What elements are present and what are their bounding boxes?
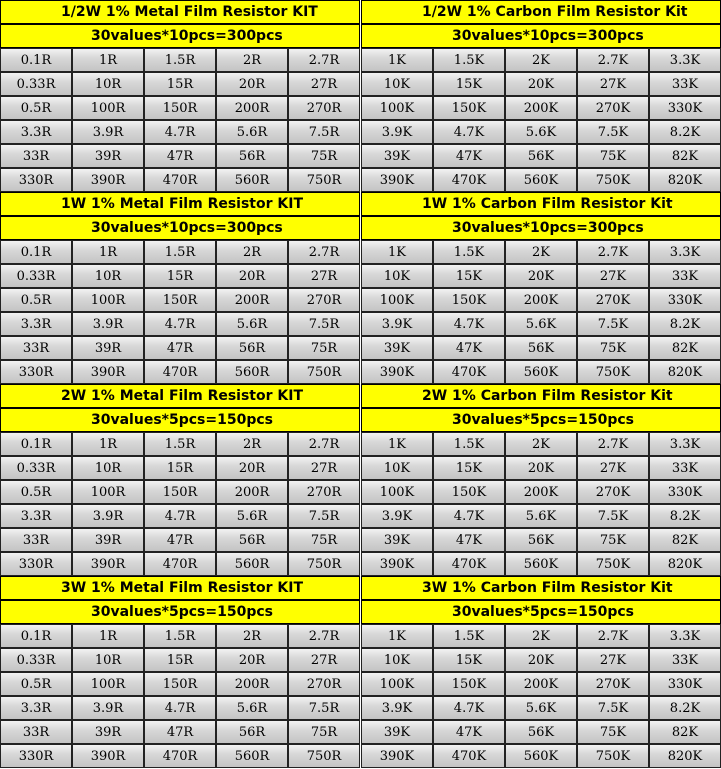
kit-title: [361, 384, 721, 408]
resistor-value-cell: 3.9R: [72, 312, 144, 336]
resistor-value-cell: 150R: [144, 288, 216, 312]
resistor-value-cell: 2K: [505, 48, 577, 72]
value-grid: [0, 240, 360, 384]
kit-title-text: 3W 1% Carbon Film Resistor Kit: [422, 580, 673, 596]
resistor-value-cell: 100K: [361, 480, 433, 504]
resistor-value-cell: 560R: [216, 552, 288, 576]
resistor-value-cell: 3.9K: [361, 120, 433, 144]
kit-count: [0, 24, 360, 48]
resistor-value-cell: 1R: [72, 48, 144, 72]
resistor-value-cell: 100R: [72, 672, 144, 696]
resistor-value-cell: 20K: [505, 648, 577, 672]
resistor-value-cell: 15R: [144, 456, 216, 480]
kit-count: [361, 408, 721, 432]
resistor-value-cell: 20R: [216, 456, 288, 480]
resistor-value-cell: 270R: [288, 96, 360, 120]
value-grid: [361, 240, 721, 384]
kit-title-text: 1/2W 1% Metal Film Resistor KIT: [61, 4, 318, 20]
resistor-value-cell: 4.7R: [144, 120, 216, 144]
resistor-value-cell: 330R: [0, 168, 72, 192]
resistor-value-cell: 2K: [505, 624, 577, 648]
resistor-value-cell: 3.3K: [649, 48, 721, 72]
resistor-value-cell: 56K: [505, 144, 577, 168]
resistor-value-cell: 1.5R: [144, 432, 216, 456]
kit-panel-right: [361, 192, 721, 384]
resistor-value-cell: 4.7R: [144, 696, 216, 720]
resistor-value-cell: 820K: [649, 360, 721, 384]
resistor-value-cell: 20R: [216, 72, 288, 96]
resistor-value-cell: 0.1R: [0, 624, 72, 648]
kit-count: [0, 600, 360, 624]
kit-panel-right: [361, 384, 721, 576]
resistor-value-cell: 150K: [433, 288, 505, 312]
resistor-value-cell: 82K: [649, 528, 721, 552]
resistor-value-cell: 56R: [216, 720, 288, 744]
resistor-value-cell: 5.6R: [216, 696, 288, 720]
resistor-value-cell: 0.33R: [0, 264, 72, 288]
resistor-value-cell: 330K: [649, 480, 721, 504]
resistor-value-cell: 2K: [505, 240, 577, 264]
kit-panel-right: [361, 576, 721, 768]
resistor-value-cell: 560K: [505, 744, 577, 768]
resistor-value-cell: 100R: [72, 96, 144, 120]
value-grid: [0, 624, 360, 768]
resistor-value-cell: 1.5R: [144, 240, 216, 264]
resistor-value-cell: 3.9R: [72, 696, 144, 720]
resistor-value-cell: 560K: [505, 552, 577, 576]
kit-panel-left: [0, 192, 360, 384]
resistor-value-cell: 5.6K: [505, 120, 577, 144]
kit-count-text: 30values*5pcs=150pcs: [91, 604, 273, 620]
resistor-value-cell: 33R: [0, 720, 72, 744]
kit-title: [0, 0, 360, 24]
kit-title-text: 1W 1% Metal Film Resistor KIT: [61, 196, 303, 212]
resistor-value-cell: 20R: [216, 264, 288, 288]
resistor-value-cell: 100R: [72, 480, 144, 504]
kit-panel-left: [0, 384, 360, 576]
resistor-value-cell: 4.7R: [144, 312, 216, 336]
resistor-value-cell: 560R: [216, 168, 288, 192]
kit-panel-left: [0, 0, 360, 192]
resistor-value-cell: 750R: [288, 168, 360, 192]
resistor-value-cell: 27K: [577, 648, 649, 672]
resistor-value-cell: 750K: [577, 744, 649, 768]
resistor-value-cell: 7.5R: [288, 696, 360, 720]
resistor-value-cell: 100R: [72, 288, 144, 312]
resistor-value-cell: 20K: [505, 72, 577, 96]
resistor-value-cell: 8.2K: [649, 696, 721, 720]
resistor-value-cell: 47K: [433, 336, 505, 360]
resistor-value-cell: 3.3R: [0, 120, 72, 144]
resistor-value-cell: 390K: [361, 744, 433, 768]
resistor-value-cell: 390R: [72, 744, 144, 768]
resistor-value-cell: 820K: [649, 552, 721, 576]
resistor-value-cell: 5.6R: [216, 504, 288, 528]
resistor-value-cell: 39K: [361, 528, 433, 552]
resistor-value-cell: 2R: [216, 432, 288, 456]
resistor-value-cell: 1.5K: [433, 624, 505, 648]
resistor-value-cell: 2.7K: [577, 432, 649, 456]
resistor-value-cell: 10K: [361, 72, 433, 96]
resistor-value-cell: 750K: [577, 360, 649, 384]
resistor-value-cell: 200R: [216, 96, 288, 120]
resistor-value-cell: 4.7K: [433, 696, 505, 720]
resistor-value-cell: 47K: [433, 144, 505, 168]
resistor-value-cell: 27R: [288, 648, 360, 672]
resistor-value-cell: 47R: [144, 528, 216, 552]
resistor-value-cell: 470R: [144, 744, 216, 768]
resistor-value-cell: 560K: [505, 360, 577, 384]
resistor-value-cell: 39R: [72, 336, 144, 360]
resistor-value-cell: 8.2K: [649, 120, 721, 144]
kit-count-text: 30values*5pcs=150pcs: [452, 412, 634, 428]
resistor-value-cell: 3.9K: [361, 504, 433, 528]
resistor-value-cell: 330K: [649, 288, 721, 312]
resistor-value-cell: 3.3R: [0, 312, 72, 336]
resistor-value-cell: 1K: [361, 240, 433, 264]
resistor-value-cell: 1K: [361, 432, 433, 456]
resistor-value-cell: 0.5R: [0, 288, 72, 312]
resistor-value-cell: 3.9K: [361, 312, 433, 336]
resistor-value-cell: 2.7R: [288, 48, 360, 72]
resistor-value-cell: 27R: [288, 456, 360, 480]
kit-title: [361, 192, 721, 216]
resistor-value-cell: 27R: [288, 264, 360, 288]
resistor-value-cell: 470K: [433, 744, 505, 768]
resistor-value-cell: 56R: [216, 528, 288, 552]
kit-title: [0, 384, 360, 408]
resistor-value-cell: 1K: [361, 48, 433, 72]
kit-count-text: 30values*10pcs=300pcs: [452, 220, 644, 236]
resistor-value-cell: 3.9R: [72, 120, 144, 144]
kit-title-text: 2W 1% Carbon Film Resistor Kit: [422, 388, 673, 404]
resistor-value-cell: 33R: [0, 144, 72, 168]
resistor-value-cell: 270K: [577, 672, 649, 696]
resistor-value-cell: 39K: [361, 336, 433, 360]
resistor-value-cell: 150R: [144, 480, 216, 504]
resistor-value-cell: 47R: [144, 336, 216, 360]
kit-count-text: 30values*10pcs=300pcs: [91, 28, 283, 44]
resistor-value-cell: 330R: [0, 360, 72, 384]
resistor-value-cell: 47K: [433, 720, 505, 744]
resistor-value-cell: 3.3K: [649, 624, 721, 648]
resistor-value-cell: 390K: [361, 360, 433, 384]
resistor-value-cell: 39K: [361, 144, 433, 168]
resistor-value-cell: 150R: [144, 672, 216, 696]
resistor-value-cell: 75K: [577, 528, 649, 552]
value-grid: [0, 48, 360, 192]
resistor-value-cell: 75K: [577, 336, 649, 360]
resistor-value-cell: 390R: [72, 552, 144, 576]
resistor-value-cell: 4.7K: [433, 504, 505, 528]
resistor-value-cell: 27K: [577, 264, 649, 288]
resistor-value-cell: 82K: [649, 720, 721, 744]
resistor-value-cell: 0.5R: [0, 672, 72, 696]
resistor-value-cell: 15R: [144, 648, 216, 672]
resistor-value-cell: 470R: [144, 360, 216, 384]
resistor-value-cell: 3.9K: [361, 696, 433, 720]
resistor-value-cell: 200K: [505, 288, 577, 312]
resistor-value-cell: 39R: [72, 720, 144, 744]
resistor-value-cell: 200K: [505, 480, 577, 504]
resistor-value-cell: 150K: [433, 672, 505, 696]
resistor-value-cell: 470K: [433, 168, 505, 192]
resistor-value-cell: 560R: [216, 360, 288, 384]
resistor-value-cell: 560R: [216, 744, 288, 768]
resistor-value-cell: 1.5R: [144, 48, 216, 72]
resistor-value-cell: 100K: [361, 672, 433, 696]
resistor-value-cell: 270R: [288, 288, 360, 312]
resistor-value-cell: 820K: [649, 744, 721, 768]
kit-count: [361, 216, 721, 240]
kit-title: [361, 576, 721, 600]
kit-count: [361, 24, 721, 48]
resistor-value-cell: 2.7R: [288, 624, 360, 648]
resistor-value-cell: 750K: [577, 552, 649, 576]
resistor-value-cell: 2K: [505, 432, 577, 456]
resistor-value-cell: 150R: [144, 96, 216, 120]
resistor-value-cell: 39R: [72, 144, 144, 168]
resistor-value-cell: 2.7R: [288, 240, 360, 264]
resistor-value-cell: 82K: [649, 144, 721, 168]
kit-count: [361, 600, 721, 624]
resistor-value-cell: 390K: [361, 168, 433, 192]
resistor-value-cell: 10R: [72, 648, 144, 672]
resistor-value-cell: 27K: [577, 72, 649, 96]
value-grid: [361, 432, 721, 576]
resistor-value-cell: 39R: [72, 528, 144, 552]
resistor-value-cell: 0.33R: [0, 72, 72, 96]
resistor-value-cell: 330K: [649, 672, 721, 696]
resistor-value-cell: 20K: [505, 264, 577, 288]
resistor-value-cell: 470R: [144, 552, 216, 576]
resistor-value-cell: 330K: [649, 96, 721, 120]
resistor-value-cell: 470K: [433, 360, 505, 384]
resistor-value-cell: 3.3R: [0, 696, 72, 720]
resistor-value-cell: 390K: [361, 552, 433, 576]
kit-title-text: 1/2W 1% Carbon Film Resistor Kit: [422, 4, 688, 20]
resistor-value-cell: 200K: [505, 96, 577, 120]
resistor-value-cell: 0.5R: [0, 480, 72, 504]
resistor-value-cell: 7.5R: [288, 120, 360, 144]
resistor-value-cell: 75K: [577, 144, 649, 168]
resistor-value-cell: 47K: [433, 528, 505, 552]
resistor-value-cell: 56R: [216, 144, 288, 168]
kit-title-text: 3W 1% Metal Film Resistor KIT: [61, 580, 303, 596]
resistor-value-cell: 15K: [433, 264, 505, 288]
resistor-value-cell: 820K: [649, 168, 721, 192]
resistor-value-cell: 75R: [288, 720, 360, 744]
resistor-value-cell: 750R: [288, 360, 360, 384]
resistor-value-cell: 270K: [577, 288, 649, 312]
resistor-value-cell: 7.5K: [577, 504, 649, 528]
resistor-value-cell: 7.5K: [577, 312, 649, 336]
resistor-value-cell: 7.5K: [577, 696, 649, 720]
resistor-value-cell: 2.7K: [577, 624, 649, 648]
resistor-value-cell: 2R: [216, 48, 288, 72]
resistor-value-cell: 10K: [361, 264, 433, 288]
resistor-value-cell: 4.7K: [433, 312, 505, 336]
resistor-value-cell: 270R: [288, 672, 360, 696]
resistor-value-cell: 200R: [216, 672, 288, 696]
resistor-value-cell: 5.6R: [216, 312, 288, 336]
resistor-value-cell: 270K: [577, 96, 649, 120]
resistor-value-cell: 10R: [72, 456, 144, 480]
resistor-value-cell: 390R: [72, 360, 144, 384]
resistor-value-cell: 200R: [216, 288, 288, 312]
resistor-value-cell: 330R: [0, 552, 72, 576]
resistor-value-cell: 100K: [361, 96, 433, 120]
resistor-value-cell: 8.2K: [649, 312, 721, 336]
resistor-value-cell: 1K: [361, 624, 433, 648]
resistor-value-cell: 33K: [649, 264, 721, 288]
resistor-value-cell: 750R: [288, 552, 360, 576]
resistor-value-cell: 750K: [577, 168, 649, 192]
kit-title: [0, 192, 360, 216]
resistor-value-cell: 330R: [0, 744, 72, 768]
resistor-value-cell: 56K: [505, 528, 577, 552]
resistor-value-cell: 10R: [72, 72, 144, 96]
resistor-value-cell: 39K: [361, 720, 433, 744]
kit-count: [0, 408, 360, 432]
resistor-value-cell: 270K: [577, 480, 649, 504]
resistor-value-cell: 33R: [0, 528, 72, 552]
resistor-value-cell: 1.5R: [144, 624, 216, 648]
resistor-value-cell: 4.7K: [433, 120, 505, 144]
kit-count-text: 30values*10pcs=300pcs: [91, 220, 283, 236]
resistor-value-cell: 560K: [505, 168, 577, 192]
kit-count-text: 30values*10pcs=300pcs: [452, 28, 644, 44]
resistor-value-cell: 2.7R: [288, 432, 360, 456]
resistor-value-cell: 3.3K: [649, 240, 721, 264]
value-grid: [361, 48, 721, 192]
resistor-value-cell: 200K: [505, 672, 577, 696]
kit-count: [0, 216, 360, 240]
resistor-value-cell: 1R: [72, 240, 144, 264]
resistor-value-cell: 0.1R: [0, 240, 72, 264]
resistor-value-cell: 8.2K: [649, 504, 721, 528]
resistor-value-cell: 15R: [144, 72, 216, 96]
resistor-value-cell: 7.5R: [288, 504, 360, 528]
kit-panel-right: [361, 0, 721, 192]
resistor-value-cell: 1R: [72, 624, 144, 648]
resistor-value-cell: 2R: [216, 240, 288, 264]
resistor-value-cell: 56R: [216, 336, 288, 360]
kit-panel-left: [0, 576, 360, 768]
resistor-value-cell: 2.7K: [577, 48, 649, 72]
resistor-value-cell: 7.5R: [288, 312, 360, 336]
kit-title: [361, 0, 721, 24]
resistor-value-cell: 1R: [72, 432, 144, 456]
resistor-value-cell: 33K: [649, 72, 721, 96]
resistor-value-cell: 47R: [144, 144, 216, 168]
resistor-value-cell: 33R: [0, 336, 72, 360]
resistor-value-cell: 0.5R: [0, 96, 72, 120]
kit-count-text: 30values*5pcs=150pcs: [452, 604, 634, 620]
resistor-value-cell: 56K: [505, 336, 577, 360]
resistor-value-cell: 3.9R: [72, 504, 144, 528]
resistor-value-cell: 10R: [72, 264, 144, 288]
resistor-value-cell: 5.6R: [216, 120, 288, 144]
resistor-value-cell: 4.7R: [144, 504, 216, 528]
resistor-value-cell: 47R: [144, 720, 216, 744]
resistor-value-cell: 75R: [288, 336, 360, 360]
resistor-value-cell: 15K: [433, 648, 505, 672]
resistor-value-cell: 0.33R: [0, 648, 72, 672]
resistor-value-cell: 100K: [361, 288, 433, 312]
resistor-value-cell: 5.6K: [505, 696, 577, 720]
resistor-value-cell: 75K: [577, 720, 649, 744]
kit-title-text: 2W 1% Metal Film Resistor KIT: [61, 388, 303, 404]
kit-title: [0, 576, 360, 600]
resistor-value-cell: 470K: [433, 552, 505, 576]
resistor-value-cell: 10K: [361, 456, 433, 480]
resistor-value-cell: 1.5K: [433, 432, 505, 456]
resistor-value-cell: 20K: [505, 456, 577, 480]
resistor-value-cell: 470R: [144, 168, 216, 192]
resistor-value-cell: 1.5K: [433, 48, 505, 72]
resistor-value-cell: 5.6K: [505, 312, 577, 336]
resistor-value-cell: 7.5K: [577, 120, 649, 144]
resistor-value-cell: 0.33R: [0, 456, 72, 480]
resistor-value-cell: 3.3K: [649, 432, 721, 456]
resistor-value-cell: 1.5K: [433, 240, 505, 264]
resistor-value-cell: 200R: [216, 480, 288, 504]
resistor-value-cell: 82K: [649, 336, 721, 360]
resistor-value-cell: 150K: [433, 96, 505, 120]
resistor-value-cell: 0.1R: [0, 48, 72, 72]
resistor-value-cell: 0.1R: [0, 432, 72, 456]
resistor-value-cell: 5.6K: [505, 504, 577, 528]
resistor-value-cell: 3.3R: [0, 504, 72, 528]
resistor-value-cell: 33K: [649, 456, 721, 480]
kit-count-text: 30values*5pcs=150pcs: [91, 412, 273, 428]
resistor-value-cell: 270R: [288, 480, 360, 504]
resistor-value-cell: 10K: [361, 648, 433, 672]
resistor-value-cell: 390R: [72, 168, 144, 192]
resistor-value-cell: 15K: [433, 72, 505, 96]
resistor-value-cell: 15K: [433, 456, 505, 480]
resistor-value-cell: 20R: [216, 648, 288, 672]
resistor-value-cell: 2.7K: [577, 240, 649, 264]
resistor-value-cell: 15R: [144, 264, 216, 288]
resistor-value-cell: 75R: [288, 528, 360, 552]
resistor-value-cell: 33K: [649, 648, 721, 672]
resistor-value-cell: 75R: [288, 144, 360, 168]
resistor-value-cell: 27K: [577, 456, 649, 480]
kit-title-text: 1W 1% Carbon Film Resistor Kit: [422, 196, 673, 212]
resistor-value-cell: 27R: [288, 72, 360, 96]
value-grid: [361, 624, 721, 768]
resistor-value-cell: 56K: [505, 720, 577, 744]
resistor-value-cell: 2R: [216, 624, 288, 648]
resistor-value-cell: 150K: [433, 480, 505, 504]
value-grid: [0, 432, 360, 576]
resistor-value-cell: 750R: [288, 744, 360, 768]
